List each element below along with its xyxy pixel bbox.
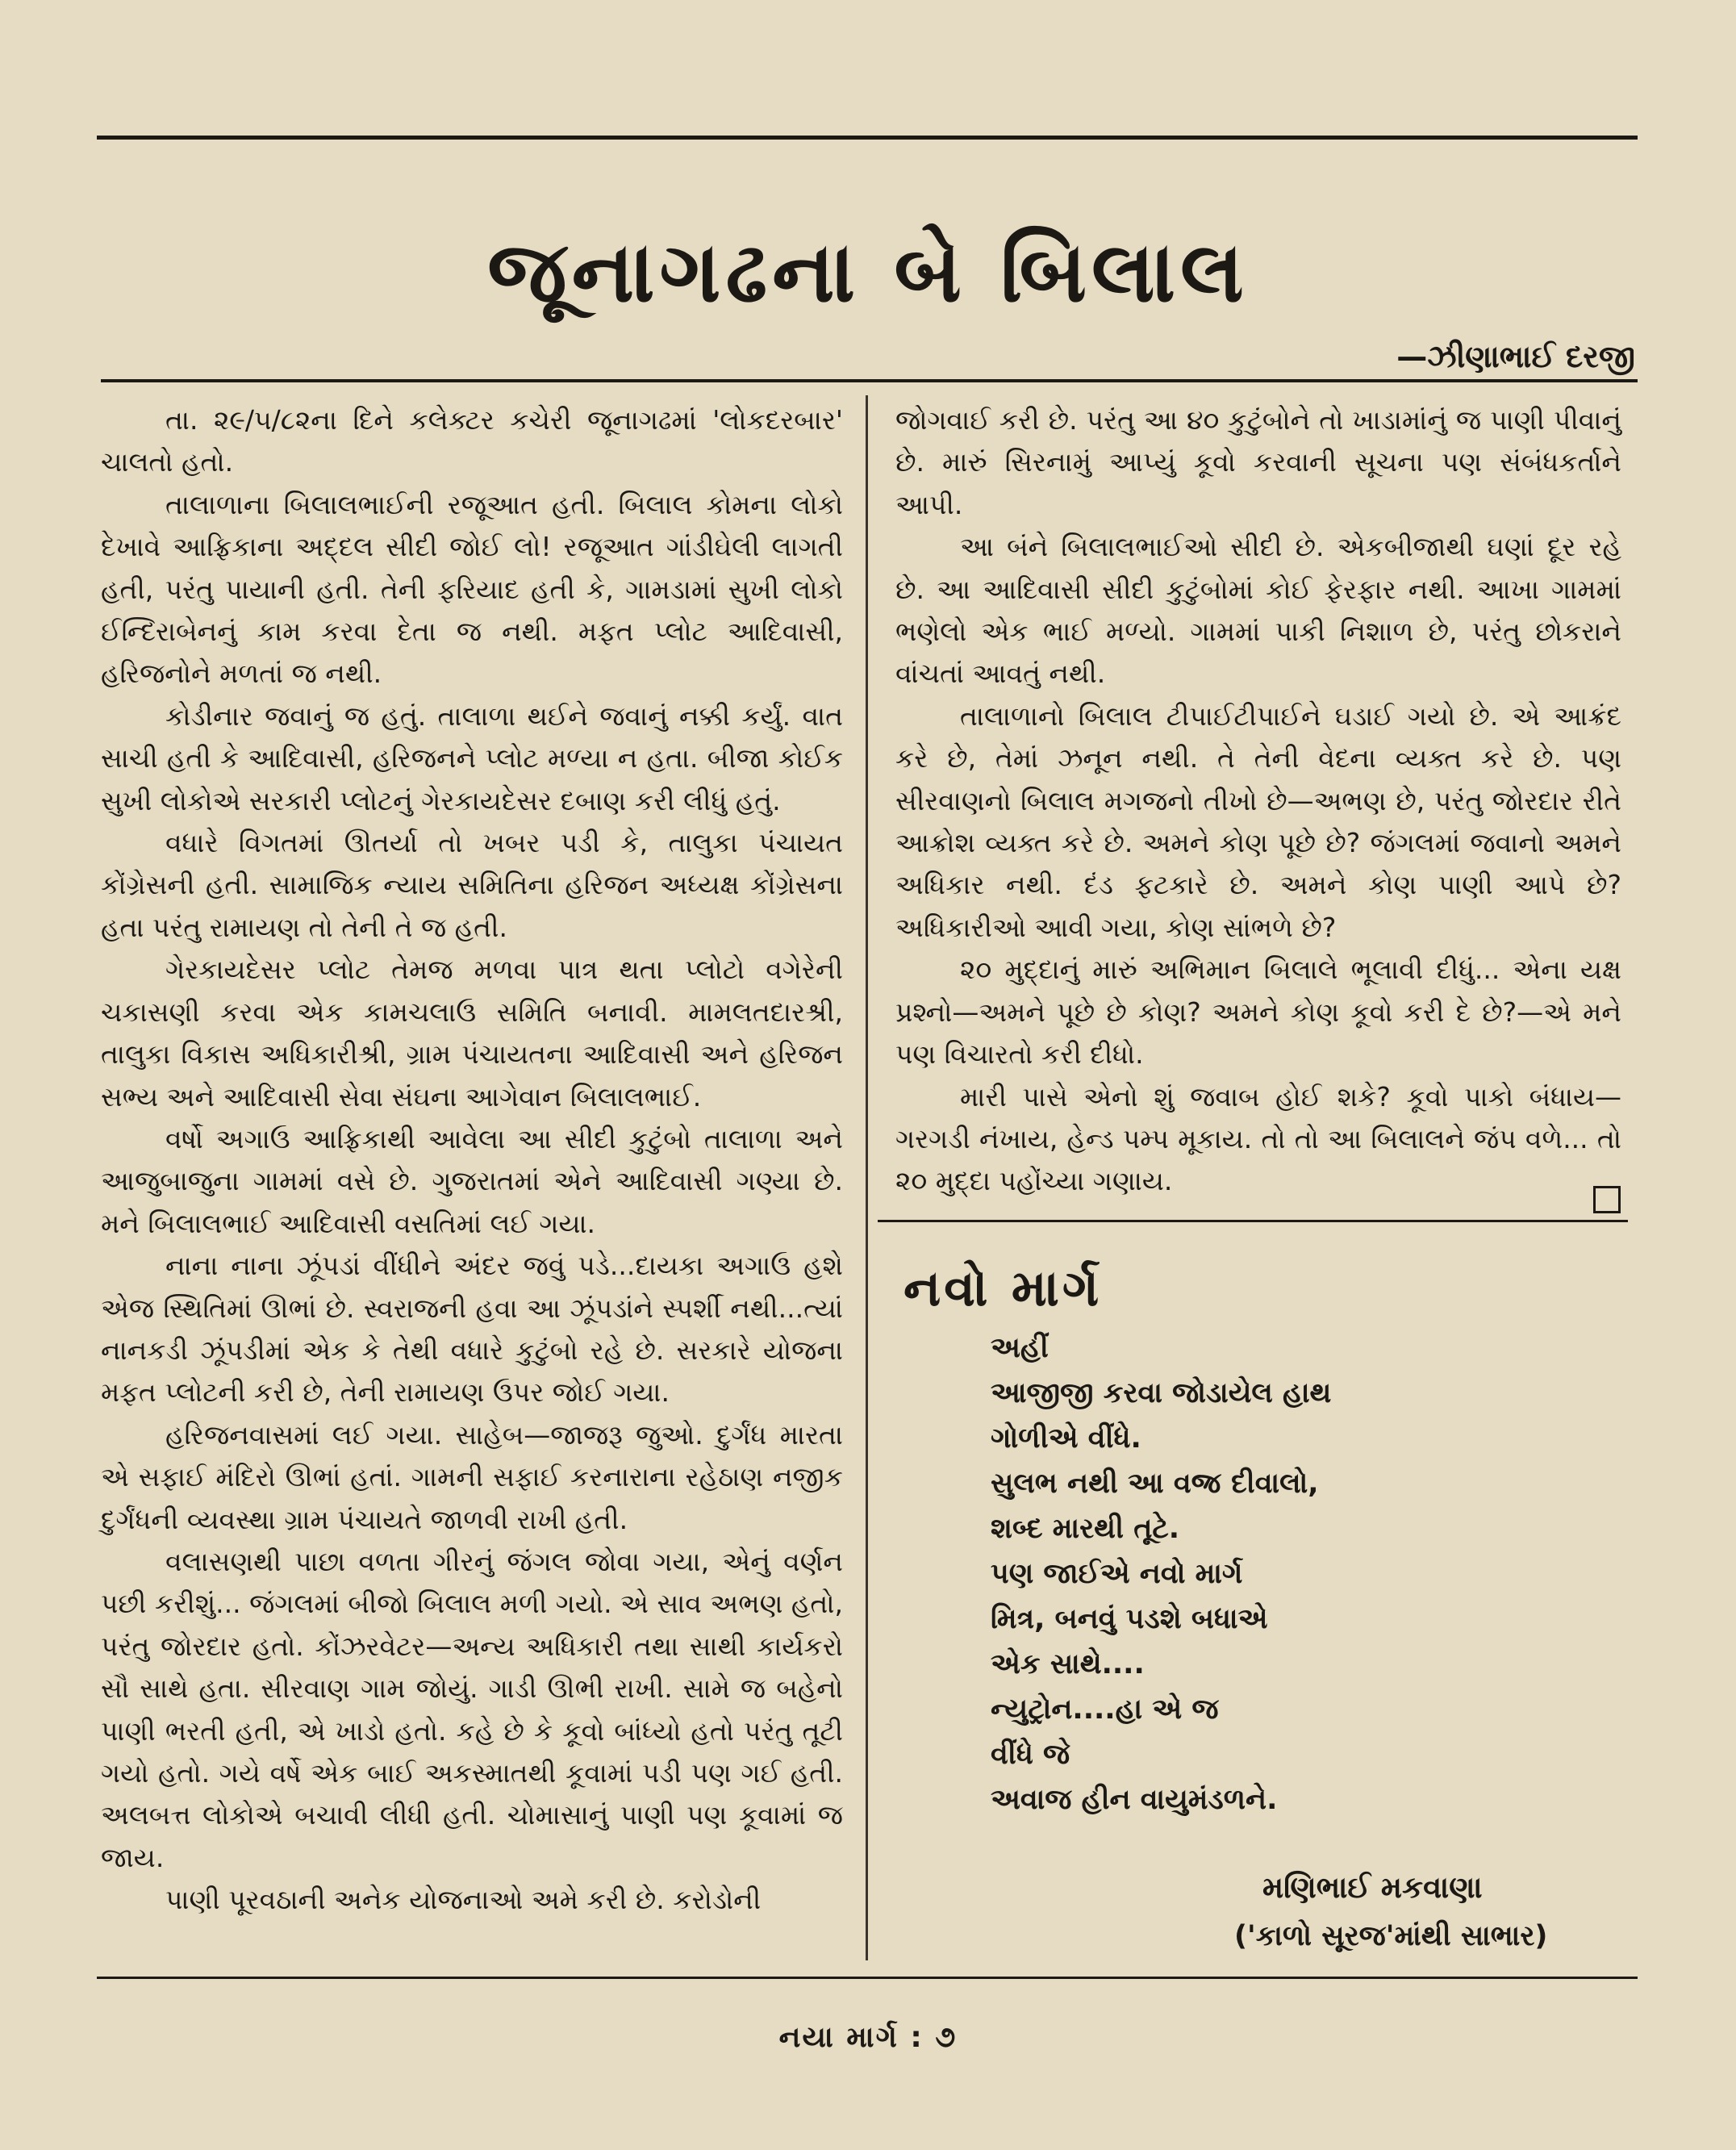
article-title: જૂનાગઢના બે બિલાલ bbox=[487, 222, 1249, 321]
poem-body bbox=[991, 1325, 1620, 1822]
paragraph: મારી પાસે એનો શું જવાબ હોઈ શકે? કૂવો પાકો બંધાય—ગરગડી નંખાય, હેન્ડ પમ્પ મૂકાય. તો તો આ બિલાલને જંપ વળે... તો ૨૦ મુદ્દા પહોંચ્યા ગણાય. bbox=[895, 1080, 1621, 1197]
poem-title: નવો માર્ગ bbox=[903, 1259, 1103, 1317]
poem-line: પણ જાઈએ નવો માર્ગ bbox=[991, 1558, 1243, 1590]
poem-line: શબ્દ મારથી તૂટે. bbox=[991, 1513, 1180, 1545]
poet-name: મણિભાઈ મકવાણા bbox=[1262, 1870, 1483, 1905]
page-footer: નયા માર્ગ : ૭ bbox=[778, 2021, 958, 2054]
poem-rule bbox=[878, 1220, 1628, 1222]
poem-line: અવાજ હીન વાયુમંડળને. bbox=[991, 1784, 1278, 1816]
left-column bbox=[101, 399, 843, 1922]
paragraph: વધારે વિગતમાં ઊતર્યા તો ખબર પડી કે, તાલુકા પંચાયત કોંગ્રેસની હતી. સામાજિક ન્યાય સમિતિના હરિજન અધ્યક્ષ કોંગ્રેસના હતા પરંતુ રામાયણ તો તેની તે જ હતી. bbox=[101, 827, 843, 943]
poem-line: ન્યુટ્રોન....હા એ જ bbox=[991, 1693, 1219, 1726]
paragraph: પાણી પૂરવઠાની અનેક યોજનાઓ અમે કરી છે. કરોડોની bbox=[165, 1884, 762, 1916]
top-rule bbox=[97, 136, 1638, 140]
paragraph: વર્ષો અગાઉ આફ્રિકાથી આવેલા આ સીદી કુટુંબો તાલાળા અને આજુબાજુના ગામમાં વસે છે. ગુજરાતમાં એને આદિવાસી ગણ્યા છે. મને બિલાલભાઈ આદિવાસી વસતિમાં લઈ ગયા. bbox=[101, 1122, 843, 1239]
author-rule bbox=[101, 379, 1638, 382]
poem-line: સુલભ નથી આ વજ્ર દીવાલો, bbox=[991, 1467, 1319, 1500]
paragraph: વલાસણથી પાછા વળતા ગીરનું જંગલ જોવા ગયા, એનું વર્ણન પછી કરીશું... જંગલમાં બીજો બિલાલ મળી ગયો. એ સાવ અભણ હતો, પરંતુ જોરદાર હતો. કોંઝરવેટર—અન્ય અધિકારી તથા સાથી કાર્યકરો સૌ સાથે હતા. સીરવાણ ગામ જોયું. ગાડી ઊભી રાખી. સામે જ બહેનો પાણી ભરતી હતી, એ ખાડો હતો. કહે છે કે કૂવો બાંધ્યો હતો પરંતુ તૂટી ગયો હતો. ગયે વર્ષે એક બાઈ અકસ્માતથી કૂવામાં પડી પણ ગઈ હતી. અલબત્ત લોકોએ બચાવી લીધી હતી. ચોમાસાનું પાણી પણ કૂવામાં જ જાય. bbox=[101, 1545, 843, 1873]
paragraph: કોડીનાર જવાનું જ હતું. તાલાળા થઈને જવાનું નક્કી કર્યું. વાત સાચી હતી કે આદિવાસી, હરિજનને પ્લોટ મળ્યા ન હતા. બીજા કોઈક સુખી લોકોએ સરકારી પ્લોટનું ગેરકાયદેસર દબાણ કરી લીધું હતું. bbox=[101, 699, 843, 816]
bottom-rule bbox=[97, 1977, 1638, 1979]
article-end-mark-icon bbox=[1593, 1186, 1621, 1213]
poem-line: આજીજી કરવા જોડાયેલ હાથ bbox=[991, 1377, 1332, 1409]
poem-line: એક સાથે.... bbox=[991, 1648, 1145, 1680]
column-divider bbox=[866, 395, 868, 1960]
poem-credit: ('કાળો સૂરજ'માંથી સાભાર) bbox=[1234, 1920, 1548, 1952]
right-column bbox=[895, 399, 1621, 1203]
paragraph: તા. ૨૯/૫/૮૨ના દિને કલેક્ટર કચેરી જૂનાગઢમાં 'લોકદરબાર' ચાલતો હતો. bbox=[101, 404, 843, 478]
paragraph: તાલાળાનો બિલાલ ટીપાઈટીપાઈને ઘડાઈ ગયો છે. એ આક્રંદ કરે છે, તેમાં ઝનૂન નથી. તે તેની વેદના વ્યક્ત કરે છે. પણ સીરવાણનો બિલાલ મગજનો તીખો છે—અભણ છે, પરંતુ જોરદાર રીતે આક્રોશ વ્યક્ત કરે છે. અમને કોણ પૂછે છે? જંગલમાં જવાનો અમને અધિકાર નથી. દંડ ફટકારે છે. અમને કોણ પાણી આપે છે? અધિકારીઓ આવી ગયા, કોણ સાંભળે છે? bbox=[895, 699, 1621, 943]
paragraph: ૨૦ મુદ્દાનું મારું અભિમાન બિલાલે ભૂલાવી દીધું... એના યક્ષ પ્રશ્નો—અમને પૂછે છે કોણ? અમને કોણ કૂવો કરી દે છે?—એ મને પણ વિચારતો કરી દીધો. bbox=[895, 954, 1621, 1071]
paragraph: નાના નાના ઝૂંપડાં વીંધીને અંદર જવું પડે...દાયકા અગાઉ હશે એજ સ્થિતિમાં ઊભાં છે. સ્વરાજની હવા આ ઝૂંપડાંને સ્પર્શી નથી...ત્યાં નાનકડી ઝૂંપડીમાં એક કે તેથી વધારે કુટુંબો રહે છે. સરકારે યોજના મફત પ્લોટની કરી છે, તેની રામાયણ ઉપર જોઈ ગયા. bbox=[101, 1250, 843, 1409]
poem-line: અહીં bbox=[991, 1332, 1049, 1364]
paragraph: ગેરકાયદેસર પ્લોટ તેમજ મળવા પાત્ર થતા પ્લોટો વગેરેની ચકાસણી કરવા એક કામચલાઉ સમિતિ બનાવી. મામલતદારશ્રી, તાલુકા વિકાસ અધિકારીશ્રી, ગ્રામ પંચાયતના આદિવાસી અને હરિજન સભ્ય અને આદિવાસી સેવા સંઘના આગેવાન બિલાલભાઈ. bbox=[101, 954, 843, 1113]
poem-line: ગોળીએ વીંધે. bbox=[991, 1422, 1141, 1455]
article-author: —ઝીણાભાઈ દરજી bbox=[1396, 339, 1635, 374]
paragraph: જોગવાઈ કરી છે. પરંતુ આ ૪૦ કુટુંબોને તો ખાડામાંનું જ પાણી પીવાનું છે. મારું સિરનામું આપ્યું કૂવો કરવાની સૂચના પણ સંબંધકર્તાને આપી. bbox=[895, 404, 1621, 520]
poem-line: મિત્ર, બનવું પડશે બધાએ bbox=[991, 1603, 1268, 1635]
paragraph: હરિજનવાસમાં લઈ ગયા. સાહેબ—જાજરૂ જુઓ. દુર્ગંધ મારતા એ સફાઈ મંદિરો ઊભાં હતાં. ગામની સફાઈ કરનારાના રહેઠાણ નજીક દુર્ગંધની વ્યવસ્થા ગ્રામ પંચાયતે જાળવી રાખી હતી. bbox=[101, 1418, 843, 1535]
paragraph: તાલાળાના બિલાલભાઈની રજૂઆત હતી. બિલાલ કોમના લોકો દેખાવે આફ્રિકાના અદ્દલ સીદી જોઈ લો! રજૂઆત ગાંડીઘેલી લાગતી હતી, પરંતુ પાયાની હતી. તેની ફરિયાદ હતી કે, ગામડામાં સુખી લોકો ઈન્દિરાબેનનું કામ કરવા દેતા જ નથી. મફત પ્લોટ આદિવાસી, હરિજનોને મળતાં જ નથી. bbox=[101, 488, 843, 690]
paragraph: આ બંને બિલાલભાઈઓ સીદી છે. એકબીજાથી ઘણાં દૂર રહે છે. આ આદિવાસી સીદી કુટુંબોમાં કોઈ ફેરફાર નથી. આખા ગામમાં ભણેલો એક ભાઈ મળ્યો. ગામમાં પાકી નિશાળ છે, પરંતુ છોકરાને વાંચતાં આવતું નથી. bbox=[895, 531, 1621, 690]
poem-line: વીંધે જે bbox=[991, 1739, 1070, 1771]
